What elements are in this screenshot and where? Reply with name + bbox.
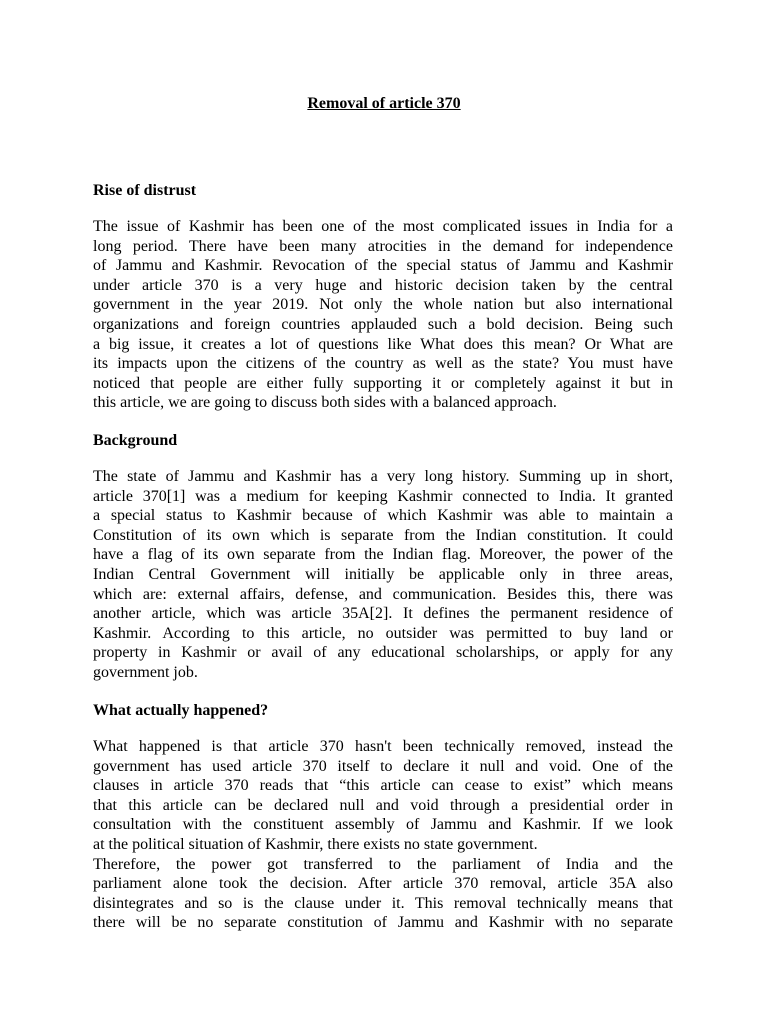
paragraph-rise-of-distrust	[93, 217, 673, 413]
document-title: Removal of article 370	[307, 95, 461, 112]
paragraph-line: The state of Jammu and Kashmir has a very long history. Summing up in short,	[93, 468, 673, 485]
paragraph-line: government job.	[93, 663, 198, 681]
paragraph-line: disintegrates and so is the clause under it. This removal technically means that	[93, 894, 673, 912]
paragraph-line: a special status to Kashmir because of which Kashmir was able to maintain a	[93, 507, 673, 525]
paragraph-line: clauses in article 370 reads that “this article can cease to exist” which means	[93, 777, 673, 795]
paragraph-line: government in the year 2019. Not only the whole nation but also international	[93, 296, 673, 314]
paragraph-line: there will be no separate constitution of Jammu and Kashmir with no separate	[93, 914, 673, 932]
paragraph-line: another article, which was article 35A[2]. It defines the permanent residence of	[93, 605, 673, 623]
paragraph-line: property in Kashmir or avail of any educational scholarships, or apply for any	[93, 644, 673, 662]
paragraph-line: that this article can be declared null and void through a presidential order in	[93, 796, 673, 814]
paragraph-line: of Jammu and Kashmir. Revocation of the special status of Jammu and Kashmir	[93, 257, 673, 275]
paragraph-line: a big issue, it creates a lot of questions like What does this mean? Or What are	[93, 335, 673, 353]
paragraph-line: this article, we are going to discuss both sides with a balanced approach.	[93, 394, 557, 412]
paragraph-line: have a flag of its own separate from the Indian flag. Moreover, the power of the	[93, 546, 673, 564]
paragraph-line: noticed that people are either fully supporting it or completely against it but in	[93, 374, 673, 392]
paragraph-line: Constitution of its own which is separate from the Indian constitution. It could	[93, 526, 673, 544]
paragraph-line: at the political situation of Kashmir, there exists no state government.	[93, 835, 538, 853]
paragraph-line: its impacts upon the citizens of the country as well as the state? You must have	[93, 355, 673, 373]
paragraph-line: Indian Central Government will initially be applicable only in three areas,	[93, 565, 673, 583]
section-heading-rise-of-distrust: Rise of distrust	[93, 182, 197, 199]
paragraph-line: which are: external affairs, defense, and communication. Besides this, there was	[93, 585, 673, 603]
paragraph-line: consultation with the constituent assembly of Jammu and Kashmir. If we look	[93, 816, 673, 834]
section-heading-what-actually-happened: What actually happened?	[93, 702, 269, 719]
paragraph-line: long period. There have been many atrocities in the demand for independence	[93, 237, 673, 255]
paragraph-line: article 370[1] was a medium for keeping Kashmir connected to India. It granted	[93, 487, 673, 505]
paragraph-line: Therefore, the power got transferred to the parliament of India and the	[93, 855, 673, 873]
paragraph-what-actually-happened	[93, 737, 673, 933]
section-heading-background: Background	[93, 432, 178, 449]
paragraph-line: The issue of Kashmir has been one of the most complicated issues in India for a	[93, 218, 673, 235]
paragraph-line: parliament alone took the decision. After article 370 removal, article 35A also	[93, 875, 673, 893]
paragraph-line: Kashmir. According to this article, no outsider was permitted to buy land or	[93, 624, 673, 642]
paragraph-background	[93, 467, 673, 683]
paragraph-line: government has used article 370 itself to declare it null and void. One of the	[93, 757, 673, 775]
paragraph-line: under article 370 is a very huge and historic decision taken by the central	[93, 276, 673, 294]
paragraph-line: organizations and foreign countries applauded such a bold decision. Being such	[93, 315, 673, 333]
paragraph-line: What happened is that article 370 hasn't been technically removed, instead the	[93, 738, 673, 755]
